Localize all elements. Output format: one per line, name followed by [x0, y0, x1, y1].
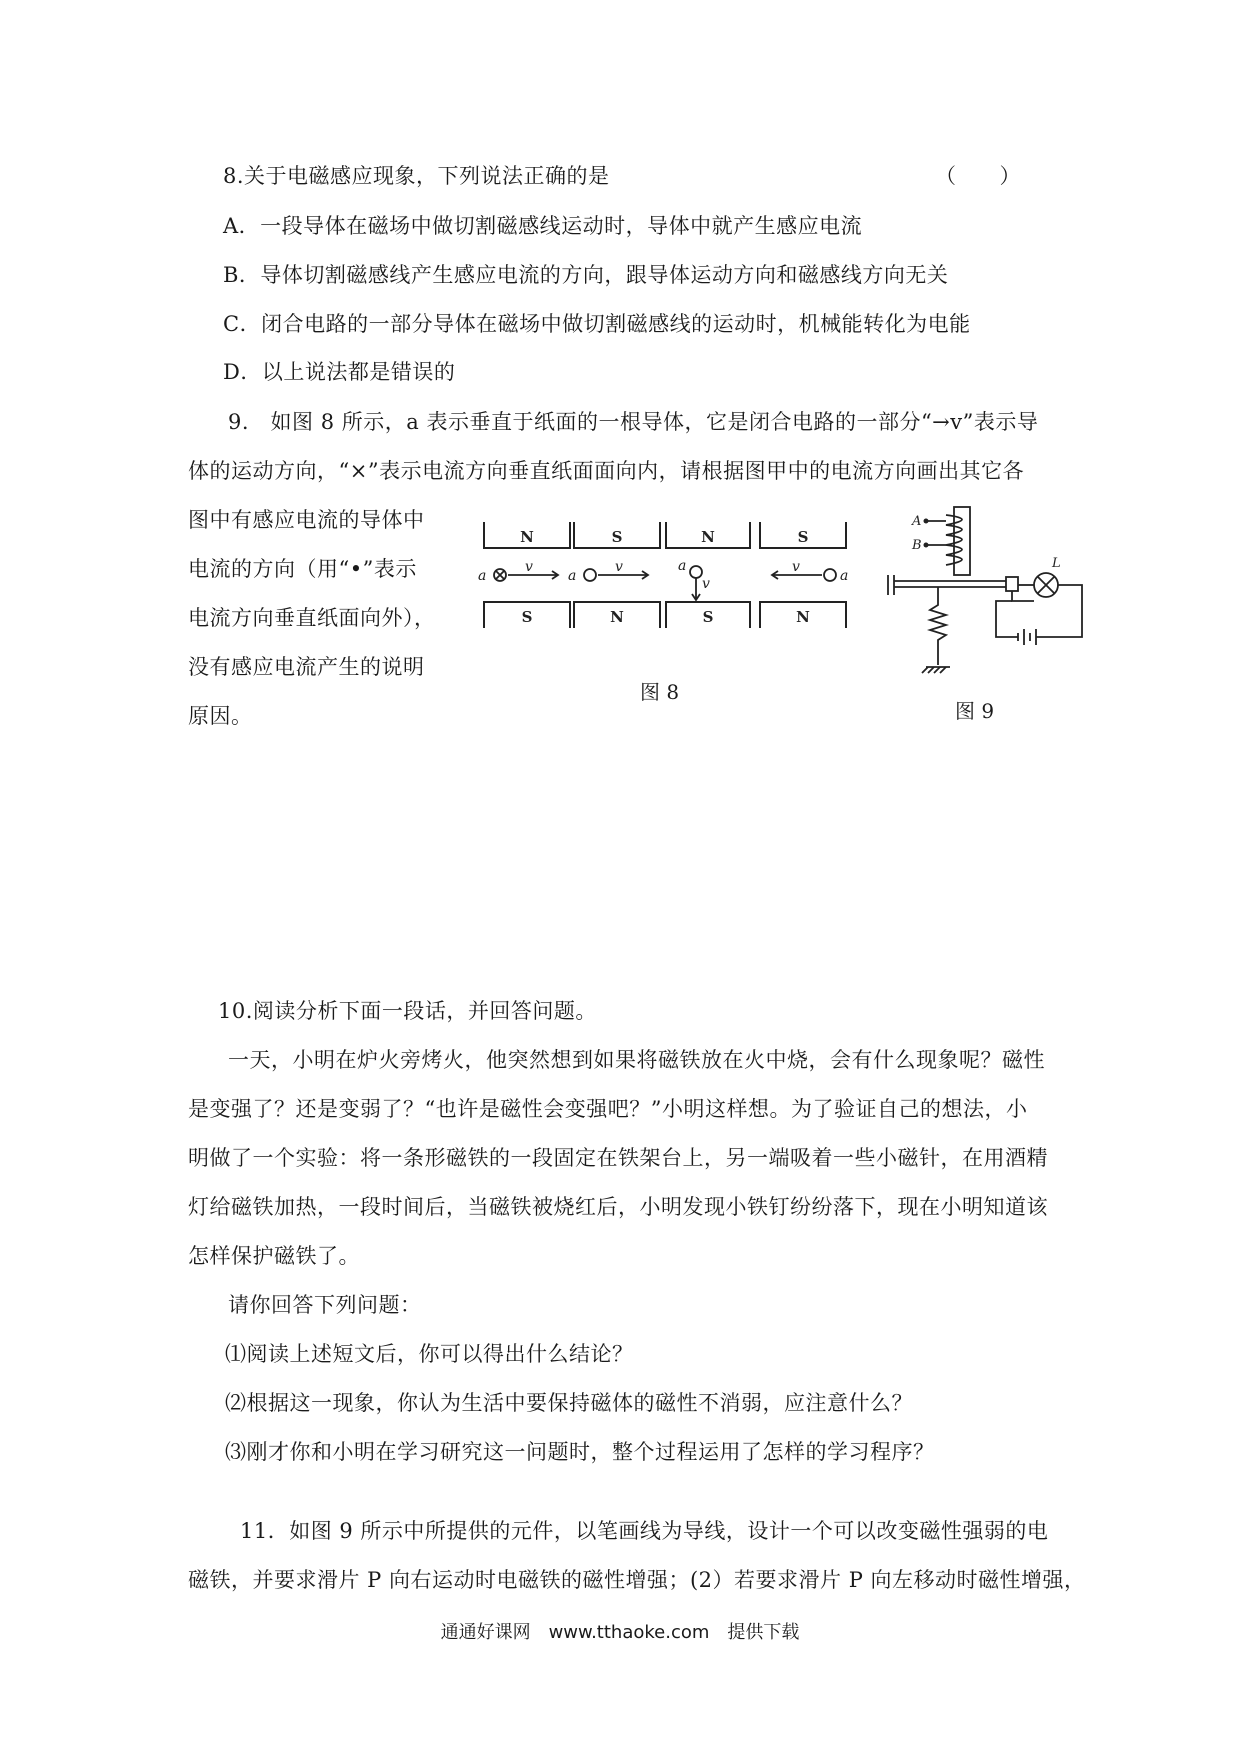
q11-line-1: 11．如图 9 所示中所提供的元件，以笔画线为导线，设计一个可以改变磁性强弱的电	[240, 1519, 1049, 1543]
q9-side-2: 电流的方向（用“•”表示	[188, 557, 417, 581]
q10-prompt: 请你回答下列问题：	[228, 1293, 422, 1317]
fig8-m4-top: S	[797, 528, 809, 546]
fig8-c1-label: a	[478, 568, 487, 584]
fig8-m1-top: N	[520, 528, 534, 546]
fig9-label-b: B	[912, 538, 922, 553]
fig8-c3-v: v	[702, 576, 710, 592]
fig9-caption: 图 9	[955, 699, 995, 723]
fig8-m3-top: N	[701, 528, 715, 546]
figure-9	[886, 505, 1086, 680]
q10-sub-3: ⑶刚才你和小明在学习研究这一问题时，整个过程运用了怎样的学习程序？	[225, 1440, 935, 1464]
fig8-caption: 图 8	[640, 680, 680, 704]
q10-para-3: 明做了一个实验：将一条形磁铁的一段固定在铁架台上，另一端吸着一些小磁针，在用酒精	[188, 1146, 1048, 1170]
q9-side-5: 原因。	[188, 704, 253, 728]
fig8-c2-label: a	[568, 568, 577, 584]
q10-para-1: 一天，小明在炉火旁烤火，他突然想到如果将磁铁放在火中烧，会有什么现象呢？磁性	[228, 1048, 1045, 1072]
fig8-m2-top: S	[611, 528, 623, 546]
q8-answer-bracket: （ ）	[935, 164, 1021, 188]
fig8-c2-v: v	[615, 559, 623, 575]
fig8-c4-label: a	[840, 568, 849, 584]
fig8-m2-bottom: N	[610, 608, 624, 626]
fig8-m1-bottom: S	[521, 608, 533, 626]
q9-side-1: 图中有感应电流的导体中	[188, 508, 425, 532]
q10-sub-2: ⑵根据这一现象，你认为生活中要保持磁体的磁性不消弱，应注意什么？	[225, 1391, 913, 1415]
q9-side-4: 没有感应电流产生的说明	[188, 655, 425, 679]
fig8-c1-v: v	[525, 559, 533, 575]
q8-option-b: B．导体切割磁感线产生感应电流的方向，跟导体运动方向和磁感线方向无关	[223, 263, 949, 287]
fig8-c3-label: a	[678, 558, 687, 574]
q9-line-2: 体的运动方向，“×”表示电流方向垂直纸面面向内，请根据图甲中的电流方向画出其它各	[188, 459, 1025, 483]
q8-option-d: D．以上说法都是错误的	[223, 360, 456, 384]
q9-line-1: 9. 如图 8 所示，a 表示垂直于纸面的一根导体，它是闭合电路的一部分“→v”表示导	[228, 410, 1039, 434]
fig8-m4-bottom: N	[796, 608, 810, 626]
q8-stem: 8.关于电磁感应现象，下列说法正确的是	[223, 164, 610, 188]
q8-option-a: A．一段导体在磁场中做切割磁感线运动时，导体中就产生感应电流	[223, 214, 863, 238]
q10-sub-1: ⑴阅读上述短文后，你可以得出什么结论？	[225, 1342, 634, 1366]
figure-8	[470, 520, 850, 660]
fig8-c4-v: v	[792, 559, 800, 575]
fig8-m3-bottom: S	[702, 608, 714, 626]
q10-para-4: 灯给磁铁加热，一段时间后，当磁铁被烧红后，小明发现小铁钉纷纷落下，现在小明知道该	[188, 1195, 1048, 1219]
q11-line-2: 磁铁，并要求滑片 P 向右运动时电磁铁的磁性增强；(2）若要求滑片 P 向左移动时磁性增强，	[188, 1568, 1086, 1592]
q10-para-5: 怎样保护磁铁了。	[188, 1244, 360, 1268]
q10-para-2: 是变强了？还是变弱了？“也许是磁性会变强吧？”小明这样想。为了验证自己的想法，小	[188, 1097, 1028, 1121]
fig9-label-lamp: L	[1052, 556, 1061, 571]
q8-option-c: C．闭合电路的一部分导体在磁场中做切割磁感线的运动时，机械能转化为电能	[223, 312, 971, 336]
page-footer: 通通好课网 www.tthaoke.com 提供下载	[440, 1622, 800, 1643]
q10-title: 10.阅读分析下面一段话，并回答问题。	[218, 999, 597, 1023]
fig9-label-a: A	[912, 514, 922, 529]
q9-side-3: 电流方向垂直纸面向外），	[188, 606, 436, 630]
